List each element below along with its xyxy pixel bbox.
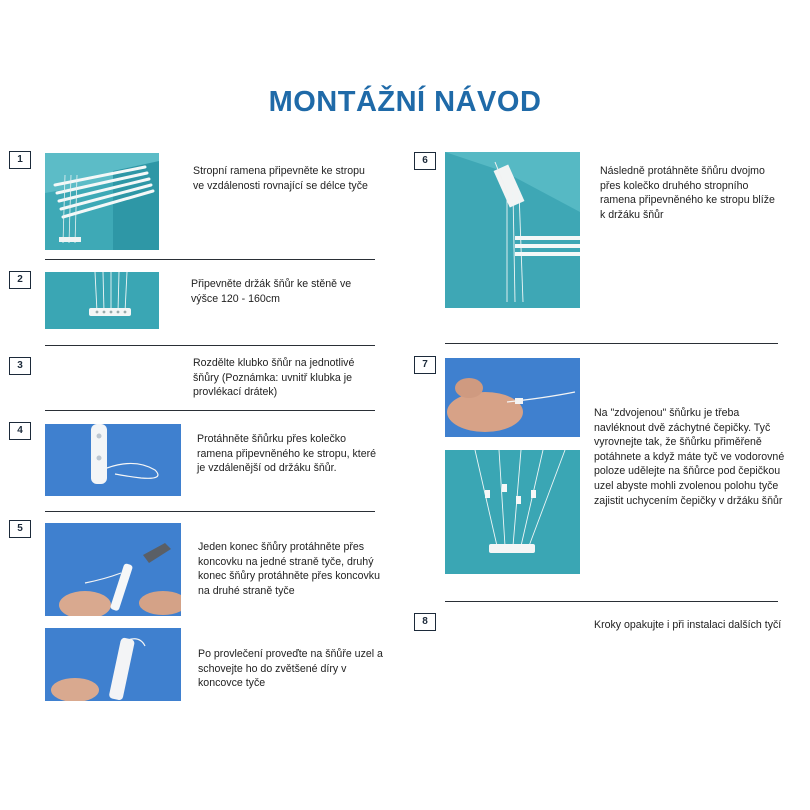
step-2-photo [45,272,159,329]
step-4-text: Protáhněte šňůrku přes kolečko ramena připevněného ke stropu, které je vzdálenější od držáku šňůr. [197,433,377,475]
step-2-text: Připevněte držák šňůr ke stěně ve výšce 120 - 160cm [191,278,352,305]
step-3-text: Rozdělte klubko šňůr na jednotlivé šňůry (Poznámka: uvnitř klubka je provlékací drátek) [193,357,355,399]
step-4-photo [45,424,181,496]
step-number-1: 1 [9,151,31,169]
step-1-divider [45,259,375,260]
step-5-text: Jeden konec šňůry protáhněte přes koncovku na jedné straně tyče, druhý konec šňůry protáhněte přes koncovku na druhé straně tyče [198,541,380,597]
step-number-3: 3 [9,357,31,375]
page-title: MONTÁŽNÍ NÁVOD [268,86,542,118]
step-number-8: 8 [414,613,436,631]
step-7-text: Na "zdvojenou" šňůrku je třeba navléknout dvě záchytné čepičky. Tyč vyrovnejte tak, že šňůrku přiměřeně potáhnete a když máte tyč ve vodorovné poloze udělejte na šňůrce pod čepičkou uzel abyste mohli zvolenou polohu tyče zajistit uchycením čepičky v držáku šňůr [594,407,785,507]
step-7-divider-top [445,343,778,344]
step-4-divider [45,511,375,512]
step-3-divider [45,410,375,411]
step-5-photo-2 [45,628,181,701]
step-6-photo [445,152,580,308]
step-6-text: Následně protáhněte šňůru dvojmo přes kolečko druhého stropního ramena připevněného ke stropu blíže k držáku šňůr [600,165,775,221]
step-8-divider-top [445,601,778,602]
step-number-7: 7 [414,356,436,374]
step-number-5: 5 [9,520,31,538]
step-5-photo-1 [45,523,181,616]
step-3-divider-top [45,345,375,346]
step-1-photo [45,153,159,250]
step-7-photo-1 [445,358,580,437]
step-number-6: 6 [414,152,436,170]
step-5-text-2: Po provlečení proveďte na šňůře uzel a schovejte ho do zvětšené díry v koncovce tyče [198,648,383,690]
step-1-text: Stropní ramena připevněte ke stropu ve vzdálenosti rovnající se délce tyče [193,165,368,192]
step-number-2: 2 [9,271,31,289]
step-8-text: Kroky opakujte i při instalaci dalších tyčí [594,619,782,631]
step-number-4: 4 [9,422,31,440]
step-7-photo-2 [445,450,580,574]
